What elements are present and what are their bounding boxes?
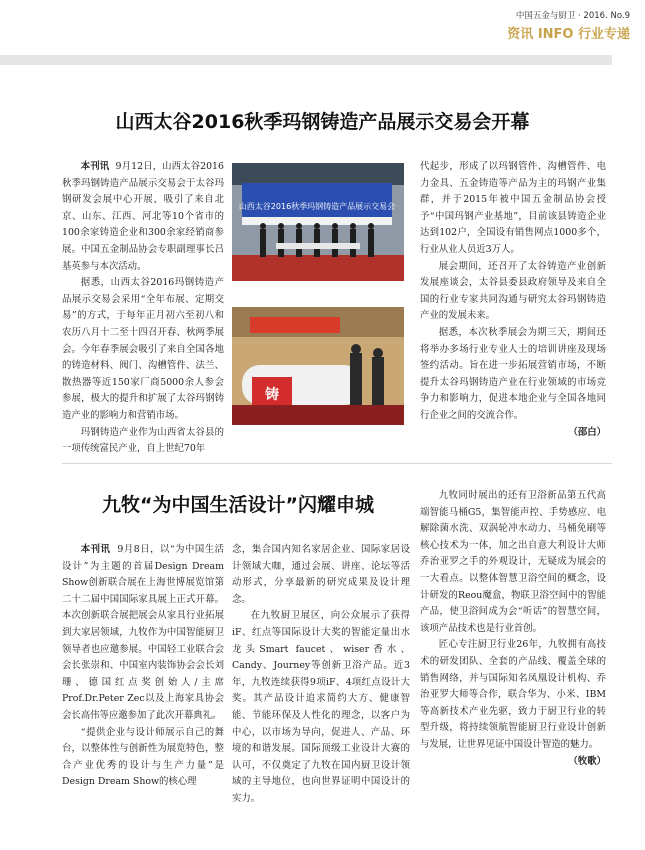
booth-sign-text: 铸 (265, 387, 279, 403)
article2-column-2 (232, 542, 410, 808)
article1-paragraph: 玛钢铸造产业作为山西省太谷县的一项传统富民产业，自上世纪70年 (62, 426, 224, 455)
article1-column-1 (62, 159, 224, 458)
article1-title: 山西太谷2016秋季玛钢铸造产品展示交易会开幕 (115, 111, 530, 133)
magazine-issue-label: 中国五金与厨卫 · 2016. No.9 (515, 11, 630, 21)
article1-paragraph: 代起步，形成了以玛钢管件、沟槽管件、电力金具、五金铸造等产品为主的玛钢产业集群，并于2015年被中国五金制品协会授予“中国玛钢产业基地”，目前该县铸造企业达到102户，全国设有销售网点1000多个，行业从业人员近3万人。 (420, 161, 606, 255)
article1-paragraph: 本刊讯 9月12日，山西太谷2016秋季玛钢铸造产品展示交易会于太谷玛钢研发会展中心开展，吸引了来自北京、山东、江西、河北等10个省市的100余家铸造企业和300余家经销商参展。中国五金制品协会专职副理事长吕基英参与本次活动。 (62, 161, 224, 272)
article1-lead-tag: 本刊讯 (80, 161, 110, 172)
article2-paragraph: “提供企业与设计师展示自己的舞台，以整体性与创新性为展览特色，整合产业优秀的设计与生产力量”是Design Dream Show的核心理 (62, 726, 224, 788)
exhibition-opening-photo (232, 163, 404, 281)
section-label: 资讯 INFO 行业专递 (507, 27, 630, 42)
article2-signature: （牧歌） (568, 755, 606, 767)
article2-paragraph: 九牧同时展出的还有卫浴新品第五代高端智能马桶G5，集智能声控、手势感应、电解除菌水洗、双涡轮冲水动力、马桶免刷等核心技术为一体，加之出自意大利设计大师乔治亚罗之手的外观设计，无疑成为展会的一大看点。以整体智慧卫浴空间的概念，设计研发的Reou魔盒，物联卫浴空间中的智能产品，使卫浴间成为会“听话”的智慧空间，该项产品技术也是行业首创。 (420, 490, 606, 634)
article-divider (62, 463, 612, 464)
article2-paragraph: 匠心专注厨卫行业26年，九牧拥有高技术的研发团队、全套的产品线、覆盖全球的销售网络，并与国际知名凤凰设计机构、乔治亚罗大师等合作，联合华为、小米、IBM等高新技术产业先驱，致力于厨卫行业的转型升级，将持续领航智能厨卫行业设计创新与发展，让世界见证中国设计智造的魅力。 (420, 639, 606, 750)
article2-title: 九牧“为中国生活设计”闪耀申城 (102, 494, 374, 516)
article1-paragraph: 据悉，山西太谷2016玛钢铸造产品展示交易会采用“全年布展、定期交易”的方式，于每年正月初六至初八和农历八月十二至十四召开春、秋两季展会。今年春季展会吸引了来自全国各地的铸造材料、阀门、沟槽管件、法兰、散热器等近150家厂商5000余人参会参展，极大的提升和扩展了太谷玛钢铸造产业的影响力和营销市场。 (62, 277, 224, 421)
banner-text: 山西太谷2016秋季玛钢铸造产品展示交易会 (238, 202, 396, 211)
article2-paragraph: 念，集合国内知名家居企业、国际家居设计领域大咖，通过会展、讲座、论坛等活动形式，分享最新的研究成果及设计理念。 (232, 544, 410, 605)
article2-paragraph: 在九牧厨卫展区，向公众展示了获得iF、红点等国际设计大奖的智能定量出水龙头Smart faucet、wiser香水、Candy、Journey等创新卫浴产品。近3年，九牧连续获得9项iF、4项红点设计大奖。其产品设计追求简约大方、健康智能、节能环保及人性化的理念，以客户为中心，以市场为导向，促进人、产品、环境的和谐发展。国际顶级工业设计大赛的认可，不仅奠定了九牧在国内厨卫设计领域的主导地位，也向世界证明中国设计的实力。 (232, 610, 410, 804)
article1-column-3 (420, 159, 606, 441)
article2-paragraph: 本刊讯 9月8日，以“为中国生活设计”为主题的首届Design Dream Show创新联合展在上海世博展览馆第二十二届中国国际家具展上正式开幕。本次创新联合展把展会从家具行业拓展到大家居领域，九牧作为中国智能厨卫领导者也应邀参展。中国轻工业联合会会长张崇和、中国室内装饰协会会长刘珊、德国红点奖创始人/主席Prof.Dr.Peter Zec以及上海家具协会会长高伟等应邀参加了此次开幕典礼。 (62, 544, 224, 721)
article1-signature: （邵白） (568, 426, 606, 438)
article1-paragraph: 展会期间，还召开了太谷铸造产业创新发展座谈会，太谷县委县政府领导及来自全国的行业专家共同沟通与研究太谷玛钢铸造产业的发展未来。 (420, 260, 606, 322)
article2-column-3 (420, 488, 606, 770)
article2-column-1 (62, 542, 224, 791)
header-band (0, 55, 612, 65)
booth-photo (232, 307, 404, 425)
article2-lead-tag: 本刊讯 (80, 544, 111, 555)
article1-paragraph: 据悉，本次秋季展会为期三天，期间还将举办多场行业专业人士的培训讲座及现场签约活动。旨在进一步拓展营销市场，不断提升太谷玛钢铸造产业在行业领域的市场竞争力和影响力，促进本地企业与全国各地同行企业之间的交流合作。 (420, 326, 606, 421)
